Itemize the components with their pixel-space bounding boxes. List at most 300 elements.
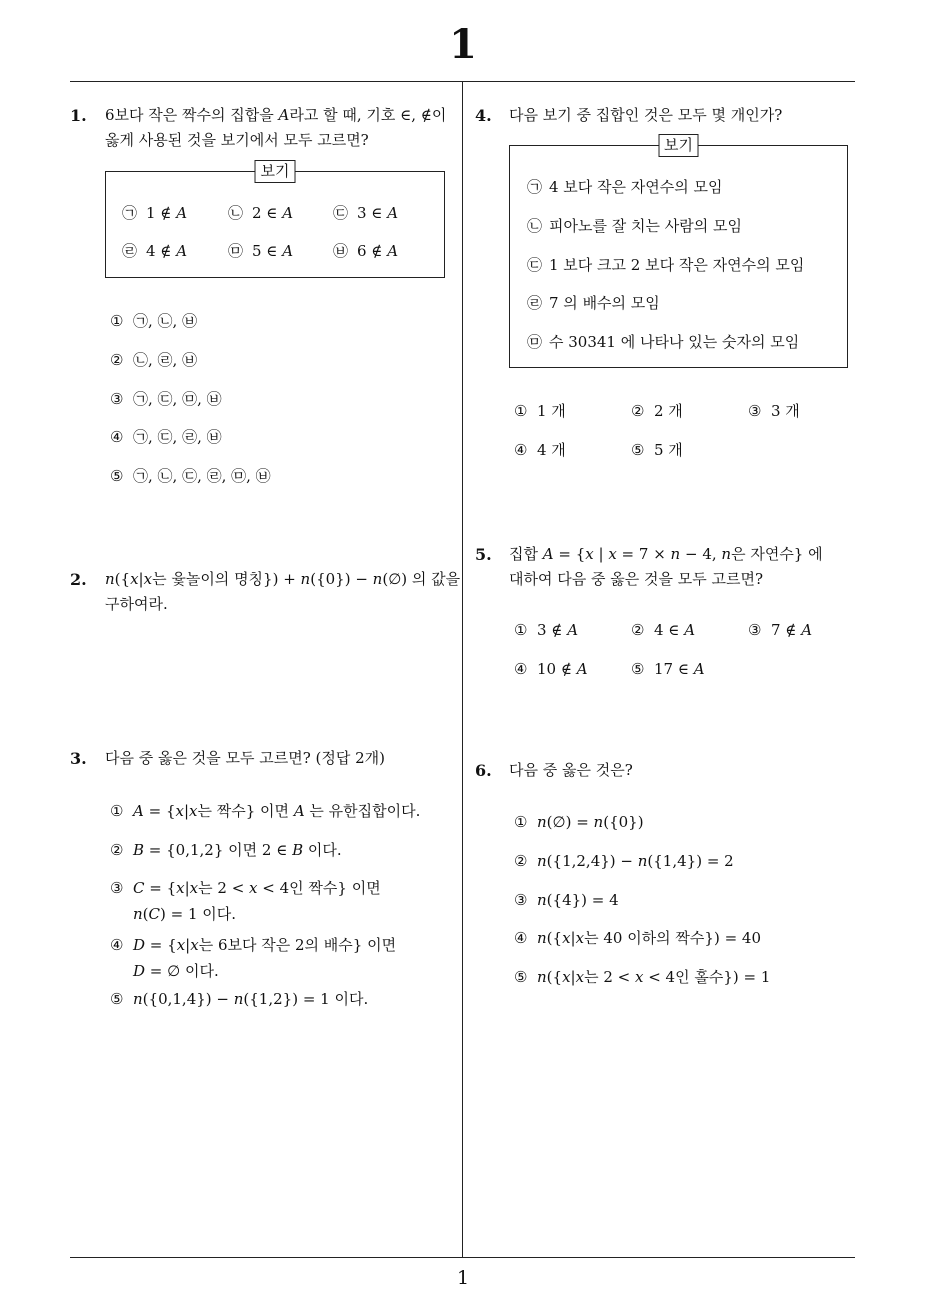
answer-choices [514, 398, 865, 463]
text-line [133, 958, 396, 984]
answer-choice [631, 656, 748, 682]
text-line [133, 386, 222, 412]
text-line [133, 463, 271, 489]
option-text [549, 252, 804, 278]
text-run: ({0}) [603, 813, 644, 831]
text-run: ({0}) − [310, 570, 373, 588]
text-run: | [138, 570, 144, 588]
math-variable: x [575, 929, 585, 948]
question-number: 1. [70, 106, 87, 125]
answer-choice [110, 463, 271, 489]
text-run: 다음 중 옳은 것을 모두 고르면? (정답 2개) [105, 749, 386, 767]
text-line [537, 809, 644, 835]
question-number: 4. [475, 106, 492, 125]
math-variable: n [300, 570, 311, 588]
option-text [133, 347, 197, 373]
question-line [105, 567, 460, 592]
text-run: = { [145, 936, 177, 954]
example-item [527, 252, 847, 278]
math-variable: x [130, 570, 139, 588]
option-marker: ③ [514, 890, 528, 909]
math-variable: A [176, 242, 188, 260]
text-run: ({4}) = 4 [546, 890, 619, 909]
answer-choice [514, 809, 770, 835]
text-run: | [185, 936, 191, 954]
option-marker: ㉣ [527, 294, 543, 313]
math-variable: n [133, 990, 143, 1008]
option-marker: ④ [110, 936, 124, 954]
text-run: ㉠, ㉡, ㉥ [133, 312, 198, 330]
math-variable: A [387, 242, 399, 260]
option-text [133, 424, 222, 450]
text-line [146, 200, 187, 226]
text-line [549, 329, 799, 355]
option-marker: ④ [514, 660, 528, 678]
option-marker: ⑤ [514, 968, 528, 986]
text-run: 6보다 작은 짝수의 집합을 [105, 106, 279, 124]
math-variable: n [537, 890, 547, 909]
answer-choice [514, 964, 770, 990]
text-run: 5 개 [654, 441, 683, 459]
page-number: 1 [456, 1267, 470, 1289]
option-marker: ① [514, 621, 528, 639]
option-text [654, 656, 705, 682]
math-variable: n [133, 905, 143, 923]
answer-choice [514, 925, 770, 951]
question-text [105, 103, 446, 153]
text-run: 17 ∈ [654, 660, 694, 678]
text-run: 은 자연수} 에 [731, 545, 823, 563]
math-variable: A [693, 660, 705, 678]
text-run: 집합 [509, 545, 543, 563]
question-line [105, 746, 385, 771]
option-text [133, 837, 342, 863]
text-run: 다음 보기 중 집합인 것은 모두 몇 개인가? [509, 106, 783, 124]
option-text [133, 932, 396, 984]
text-line [549, 213, 742, 239]
text-line [537, 398, 566, 424]
math-variable: n [537, 968, 547, 986]
option-marker: ㉡ [228, 204, 244, 222]
option-marker: ⑤ [110, 467, 124, 485]
example-item [333, 200, 438, 226]
question-line [509, 758, 633, 783]
question-text [509, 542, 823, 592]
math-variable: B [292, 841, 304, 859]
math-variable: x [176, 936, 186, 954]
example-item [122, 238, 228, 264]
text-line [133, 986, 368, 1012]
example-item [228, 238, 333, 264]
math-variable: x [562, 929, 571, 948]
answer-choice [631, 437, 748, 463]
math-variable: A [282, 242, 294, 260]
answer-choice [631, 617, 748, 643]
question-2 [70, 567, 460, 617]
example-item [228, 200, 333, 226]
option-marker: ㉤ [228, 242, 244, 260]
text-line [357, 200, 398, 226]
option-text [537, 925, 761, 951]
math-variable: x [249, 879, 258, 897]
text-run: ({1,2,4}) − [546, 851, 638, 870]
option-marker: ③ [748, 621, 762, 639]
math-variable: A [387, 204, 399, 222]
math-variable: D [133, 936, 146, 954]
answer-choice [514, 398, 631, 424]
text-run: 10 ∉ [537, 660, 577, 678]
text-line [133, 932, 396, 958]
math-variable: A [542, 545, 554, 563]
text-run: 이다. [303, 841, 342, 859]
math-variable: n [105, 570, 115, 588]
text-run: = { [143, 802, 176, 820]
option-text [133, 875, 381, 927]
text-run: ({ [546, 968, 563, 986]
question-1 [70, 103, 446, 153]
answer-choices [110, 308, 271, 502]
math-variable: A [567, 621, 579, 639]
option-marker: ㉡ [527, 216, 543, 235]
option-text [537, 809, 644, 835]
option-marker: ⑤ [110, 990, 124, 1008]
option-marker: ④ [514, 441, 528, 459]
text-run: 다음 중 옳은 것은? [509, 761, 633, 779]
option-text [252, 200, 293, 226]
answer-choice [110, 986, 368, 1012]
text-line [771, 617, 812, 643]
question-line [509, 542, 823, 567]
answer-choices [514, 809, 770, 1003]
question-4 [475, 103, 782, 128]
text-run: ({ [546, 929, 563, 948]
text-run: = { [553, 545, 586, 563]
text-run: 는 6보다 작은 2의 배수} 이면 [198, 936, 397, 954]
math-variable: n [537, 851, 547, 870]
question-number: 3. [70, 749, 87, 768]
option-marker: ⑤ [631, 441, 645, 459]
example-item [333, 238, 438, 264]
text-run: − 4, [680, 545, 722, 563]
text-line [654, 398, 683, 424]
text-line [537, 656, 588, 682]
text-run: 피아노를 잘 치는 사람의 모임 [549, 216, 742, 235]
text-run: ㉠, ㉡, ㉢, ㉣, ㉤, ㉥ [133, 467, 271, 485]
option-marker: ① [514, 402, 528, 420]
answer-choice [514, 848, 770, 874]
text-run: 는 2 < [584, 968, 635, 986]
option-marker: ③ [110, 879, 124, 897]
option-marker: ② [514, 851, 528, 870]
text-line [771, 398, 800, 424]
example-box-items [106, 172, 444, 264]
option-text [654, 398, 683, 424]
text-run: 는 2 < [198, 879, 250, 897]
math-variable: n [372, 570, 383, 588]
text-run: 옳게 사용된 것을 보기에서 모두 고르면? [105, 131, 369, 149]
option-marker: ③ [110, 389, 124, 408]
option-text [537, 617, 578, 643]
option-text [537, 656, 588, 682]
text-run: 1 개 [537, 402, 566, 420]
example-item [527, 174, 847, 200]
answer-choices [514, 617, 865, 682]
option-text [549, 290, 660, 316]
answer-choice [110, 308, 271, 334]
text-run: 7 의 배수의 모임 [549, 294, 660, 313]
text-line [537, 925, 761, 951]
footer-rule [70, 1257, 855, 1258]
math-variable: A [133, 802, 144, 820]
text-run: < 4인 홀수}) = 1 [643, 968, 771, 986]
example-item [527, 213, 847, 239]
text-run: ) = 1 이다. [160, 905, 237, 923]
math-variable: A [282, 204, 294, 222]
option-marker: ㉥ [333, 242, 349, 260]
text-run: 구하여라. [105, 595, 168, 613]
option-text [771, 617, 812, 643]
option-marker: ② [110, 841, 124, 859]
math-variable: n [670, 545, 681, 563]
math-variable: x [189, 879, 199, 897]
math-variable: x [175, 802, 184, 820]
answer-choice [110, 837, 342, 863]
math-variable: A [684, 621, 696, 639]
text-run: = ∅ 이다. [145, 962, 219, 980]
question-text [509, 103, 782, 128]
math-variable: n [233, 990, 244, 1008]
question-line [509, 567, 823, 592]
math-variable: x [176, 879, 185, 897]
text-run: 7 ∉ [771, 621, 802, 639]
text-run: = {0,1,2} 이면 2 ∈ [144, 841, 293, 859]
text-run: 는 윷놀이의 명칭}) + [152, 570, 301, 588]
text-run: 4 보다 작은 자연수의 모임 [549, 178, 723, 196]
example-item [122, 200, 228, 226]
text-line [357, 238, 398, 264]
answer-choice [514, 617, 631, 643]
math-variable: n [593, 813, 604, 831]
option-text [537, 437, 566, 463]
answer-choice [110, 798, 420, 824]
text-line [549, 290, 660, 316]
option-text [133, 308, 197, 334]
text-run: ㉡, ㉣, ㉥ [133, 350, 198, 369]
question-text [509, 758, 633, 783]
math-variable: n [537, 929, 547, 948]
option-marker: ③ [748, 402, 762, 420]
example-item [527, 290, 847, 316]
text-run: = 7 × [616, 545, 671, 563]
text-line [133, 424, 222, 450]
text-line [537, 617, 578, 643]
text-line [537, 964, 770, 990]
option-text [133, 798, 420, 824]
option-text [654, 617, 695, 643]
answer-choice [631, 398, 748, 424]
question-text [105, 746, 385, 771]
option-text [549, 329, 799, 355]
text-line [133, 308, 197, 334]
text-run: 대하여 다음 중 옳은 것을 모두 고르면? [509, 570, 764, 588]
question-line [509, 103, 782, 128]
math-variable: x [562, 968, 571, 986]
text-run: ({0,1,4}) − [142, 990, 234, 1008]
text-run: 3 ∈ [357, 204, 388, 222]
example-item [527, 329, 847, 355]
answer-choice [110, 875, 381, 927]
column-divider [462, 82, 463, 1258]
answer-choice [110, 347, 271, 373]
text-run: 는 짝수} 이면 [197, 802, 294, 820]
question-6 [475, 758, 633, 783]
math-variable: A [176, 204, 188, 222]
answer-choice [110, 932, 396, 984]
answer-choice [514, 656, 631, 682]
text-line [252, 200, 293, 226]
option-marker: ④ [110, 428, 124, 447]
text-run: | [184, 879, 190, 897]
option-text [654, 437, 683, 463]
math-variable: A [576, 660, 588, 678]
answer-choice [110, 386, 271, 412]
text-run: ( [142, 905, 149, 923]
option-text [133, 386, 222, 412]
example-box [509, 136, 848, 368]
math-variable: x [634, 968, 644, 986]
text-run: 4 ∈ [654, 621, 685, 639]
text-run: 6 ∉ [357, 242, 388, 260]
option-marker: ② [631, 402, 645, 420]
text-run: 1 보다 크고 2 보다 작은 자연수의 모임 [549, 255, 805, 274]
option-marker: ㉢ [333, 204, 349, 222]
math-variable: A [278, 106, 290, 124]
answer-choice [748, 617, 865, 643]
text-run: ({ [114, 570, 131, 588]
answer-choice [514, 887, 770, 913]
question-text [105, 567, 460, 617]
text-line [252, 238, 293, 264]
option-text [771, 398, 800, 424]
option-marker: ① [110, 312, 124, 330]
math-variable: x [143, 570, 153, 588]
text-run: ㉠, ㉢, ㉣, ㉥ [133, 428, 222, 447]
text-run: | [183, 802, 190, 820]
answer-choice [514, 437, 631, 463]
text-run: ㉠, ㉢, ㉤, ㉥ [133, 389, 222, 408]
text-run: 5 ∈ [252, 242, 283, 260]
math-variable: x [608, 545, 617, 563]
text-line [654, 617, 695, 643]
option-marker: ② [631, 621, 645, 639]
question-5 [475, 542, 823, 592]
text-run: ({1,4}) = 2 [647, 851, 734, 870]
text-line [133, 798, 420, 824]
text-run: (∅) 의 값을 [382, 570, 461, 588]
option-text [252, 238, 293, 264]
question-3 [70, 746, 385, 771]
text-run: 라고 할 때, 기호 ∈, ∉이 [289, 106, 447, 124]
math-variable: x [575, 968, 585, 986]
text-run: 수 30341 에 나타나 있는 숫자의 모임 [549, 333, 800, 351]
option-text [537, 398, 566, 424]
text-run: ({1,2}) = 1 이다. [243, 990, 369, 1008]
math-variable: x [189, 802, 198, 820]
text-line [146, 238, 187, 264]
question-number: 5. [475, 545, 492, 564]
math-variable: x [190, 936, 199, 954]
example-box-items [510, 146, 847, 355]
option-text [357, 200, 398, 226]
math-variable: x [585, 545, 594, 563]
math-variable: B [133, 841, 145, 859]
option-marker: ② [110, 350, 124, 369]
example-box [105, 162, 445, 278]
page-title: 1 [449, 21, 477, 68]
example-box-label: 보기 [658, 134, 699, 157]
option-marker: ① [514, 813, 528, 831]
question-number: 2. [70, 570, 87, 589]
option-text [537, 887, 619, 913]
text-line [133, 347, 197, 373]
option-marker: ㉣ [122, 242, 138, 260]
text-run: < 4인 짝수} 이면 [257, 879, 381, 897]
math-variable: n [637, 851, 648, 870]
option-text [146, 200, 187, 226]
option-marker: ㉤ [527, 333, 543, 351]
option-text [537, 848, 734, 874]
option-marker: ㉠ [527, 178, 543, 196]
question-line [105, 592, 460, 617]
option-marker: ㉢ [527, 255, 543, 274]
option-text [133, 463, 271, 489]
text-line [654, 656, 705, 682]
option-marker: ① [110, 802, 124, 820]
text-run: 2 ∈ [252, 204, 283, 222]
option-marker: ㉠ [122, 204, 138, 222]
text-run: 3 개 [771, 402, 800, 420]
math-variable: A [293, 802, 305, 820]
math-variable: n [721, 545, 732, 563]
math-variable: n [537, 813, 547, 831]
text-run: 는 40 이하의 짝수}) = 40 [584, 929, 761, 948]
text-line [133, 901, 381, 927]
math-variable: D [133, 962, 146, 980]
text-run: 는 유한집합이다. [304, 802, 421, 820]
text-run: | [570, 929, 576, 948]
question-number: 6. [475, 761, 492, 780]
question-line [105, 103, 446, 128]
option-text [549, 174, 723, 200]
text-run: 3 ∉ [537, 621, 568, 639]
text-run: 2 개 [654, 402, 683, 420]
math-variable: C [133, 879, 145, 897]
text-line [654, 437, 683, 463]
text-line [537, 437, 566, 463]
option-marker: ④ [514, 929, 528, 948]
text-line [133, 837, 342, 863]
option-text [549, 213, 742, 239]
text-line [537, 848, 734, 874]
text-line [133, 875, 381, 901]
option-marker: ⑤ [631, 660, 645, 678]
text-line [537, 887, 619, 913]
text-run: (∅) = [546, 813, 594, 831]
math-variable: C [148, 905, 161, 923]
text-run: 4 ∉ [146, 242, 177, 260]
text-run: | [570, 968, 576, 986]
option-text [146, 238, 187, 264]
